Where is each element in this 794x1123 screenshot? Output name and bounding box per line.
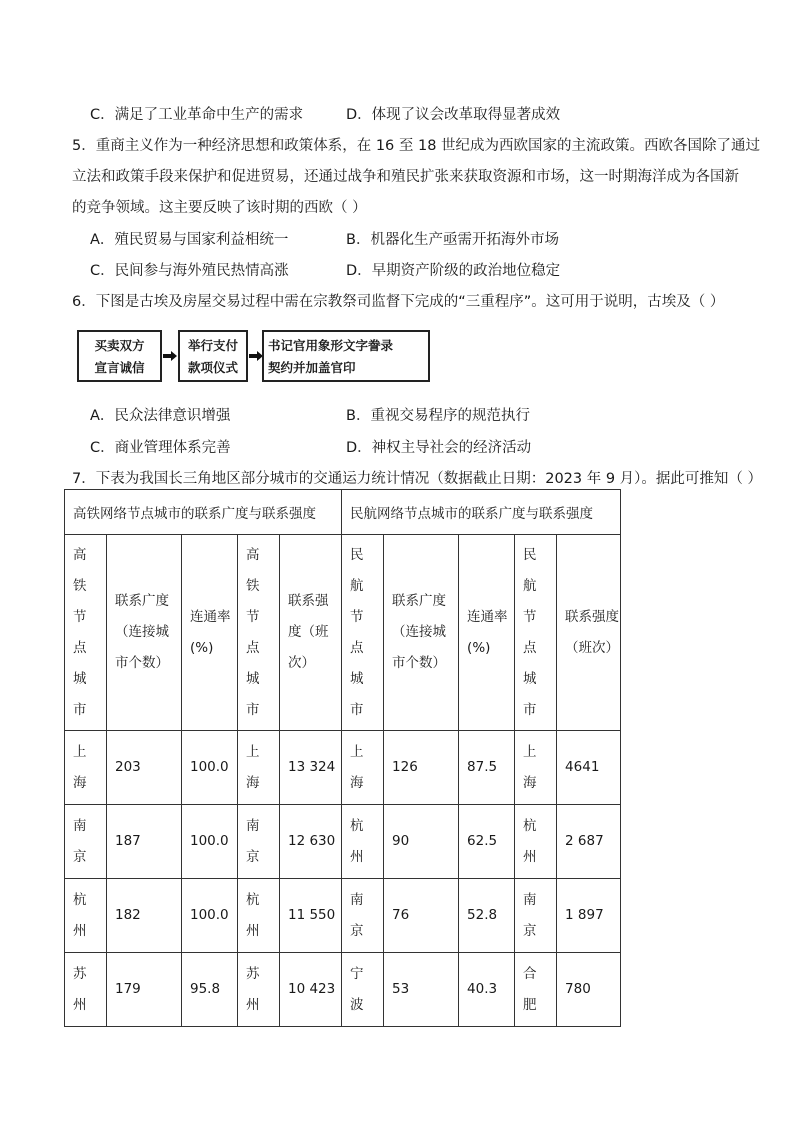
flow-step-1-line2: 宣言诚信 <box>94 360 145 375</box>
table-cell-city: 上海 <box>238 731 280 805</box>
table-cell: 10 423 <box>280 953 342 1027</box>
table-cell: 13 324 <box>280 731 342 805</box>
table-cell: 11 550 <box>280 879 342 953</box>
q5-option-d: D．早期资产阶级的政治地位稳定 <box>346 263 561 279</box>
table-cell: 100.0 <box>182 879 238 953</box>
table-row <box>65 953 621 1027</box>
col-header: 连通率(%) <box>182 535 238 731</box>
flow-arrow-icon <box>249 351 263 361</box>
q5-option-a: A．殖民贸易与国家利益相统一 <box>90 232 289 248</box>
col-header: 联系强度（班次） <box>280 535 342 731</box>
table-cell: 52.8 <box>459 879 515 953</box>
q4-option-d: D．体现了议会改革取得显著成效 <box>346 107 561 123</box>
table-cell: 53 <box>384 953 459 1027</box>
table-cell: 90 <box>384 805 459 879</box>
flow-step-2-line1: 举行支付 <box>187 338 238 353</box>
flow-arrow-icon <box>163 351 177 361</box>
col-header: 高铁节点城市 <box>238 535 280 731</box>
col-header: 民航节点城市 <box>515 535 557 731</box>
table-cell: 76 <box>384 879 459 953</box>
table-cell-city: 苏州 <box>238 953 280 1027</box>
q6-option-d: D．神权主导社会的经济活动 <box>346 440 532 456</box>
table-row <box>65 879 621 953</box>
table-cell: 2 687 <box>557 805 621 879</box>
table-cell: 1 897 <box>557 879 621 953</box>
q6-option-b: B．重视交易程序的规范执行 <box>346 408 530 424</box>
table-cell: 95.8 <box>182 953 238 1027</box>
q6-option-c: C．商业管理体系完善 <box>90 440 231 456</box>
flow-step-1-line1: 买卖双方 <box>94 338 145 353</box>
q5-stem-line2: 立法和政策手段来保护和促进贸易，还通过战争和殖民扩张来获取资源和市场，这一时期海洋成为各国新 <box>72 169 739 185</box>
table-cell: 100.0 <box>182 731 238 805</box>
table-cell: 87.5 <box>459 731 515 805</box>
flow-step-2 <box>178 330 248 382</box>
table-header-air: 民航网络节点城市的联系广度与联系强度 <box>342 490 621 535</box>
col-header: 联系广度（连接城市个数） <box>107 535 182 731</box>
q5-option-c: C．民间参与海外殖民热情高涨 <box>90 263 289 279</box>
table-cell: 62.5 <box>459 805 515 879</box>
col-header: 民航节点城市 <box>342 535 384 731</box>
table-cell: 182 <box>107 879 182 953</box>
table-cell: 203 <box>107 731 182 805</box>
q5-stem-line1: 5．重商主义作为一种经济思想和政策体系，在 16 至 18 世纪成为西欧国家的主流政策。西欧各国除了通过 <box>72 138 761 154</box>
col-header: 连通率(%) <box>459 535 515 731</box>
table-cell: 100.0 <box>182 805 238 879</box>
q7-stem: 7．下表为我国长三角地区部分城市的交通运力统计情况（数据截止日期：2023 年 9 月）。据此可推知（ ） <box>72 471 763 487</box>
table-cell: 126 <box>384 731 459 805</box>
table-cell-city: 上海 <box>342 731 384 805</box>
q6-option-a: A．民众法律意识增强 <box>90 408 231 424</box>
table-cell-city: 杭州 <box>342 805 384 879</box>
table-cell-city: 上海 <box>65 731 107 805</box>
flow-step-3-line1: 书记官用象形文字誊录 <box>268 338 394 353</box>
table-cell: 187 <box>107 805 182 879</box>
flow-step-3 <box>262 330 430 382</box>
q6-stem: 6．下图是古埃及房屋交易过程中需在宗教祭司监督下完成的“三重程序”。这可用于说明，古埃及（ ） <box>72 294 725 310</box>
table-cell: 780 <box>557 953 621 1027</box>
flow-step-2-line2: 款项仪式 <box>187 360 238 375</box>
table-cell-city: 宁波 <box>342 953 384 1027</box>
transport-capacity-table <box>64 489 621 1027</box>
table-cell-city: 苏州 <box>65 953 107 1027</box>
table-cell-city: 杭州 <box>238 879 280 953</box>
table-cell-city: 南京 <box>342 879 384 953</box>
table-cell-city: 南京 <box>238 805 280 879</box>
flow-step-1 <box>77 330 162 382</box>
table-row <box>65 731 621 805</box>
table-cell-city: 杭州 <box>515 805 557 879</box>
table-row <box>65 805 621 879</box>
table-cell-city: 合肥 <box>515 953 557 1027</box>
table-header-hsr: 高铁网络节点城市的联系广度与联系强度 <box>65 490 342 535</box>
table-cell: 40.3 <box>459 953 515 1027</box>
table-cell: 12 630 <box>280 805 342 879</box>
q5-stem-line3: 的竞争领域。这主要反映了该时期的西欧（ ） <box>72 200 367 216</box>
q5-option-b: B．机器化生产亟需开拓海外市场 <box>346 232 559 248</box>
table-cell-city: 南京 <box>65 805 107 879</box>
table-cell-city: 杭州 <box>65 879 107 953</box>
col-header: 高铁节点城市 <box>65 535 107 731</box>
table-cell: 179 <box>107 953 182 1027</box>
col-header: 联系广度（连接城市个数） <box>384 535 459 731</box>
flow-step-3-line2: 契约并加盖官印 <box>268 360 356 375</box>
col-header: 联系强度（班次） <box>557 535 621 731</box>
q4-option-c: C．满足了工业革命中生产的需求 <box>90 107 304 123</box>
table-cell: 4641 <box>557 731 621 805</box>
table-cell-city: 南京 <box>515 879 557 953</box>
table-cell-city: 上海 <box>515 731 557 805</box>
